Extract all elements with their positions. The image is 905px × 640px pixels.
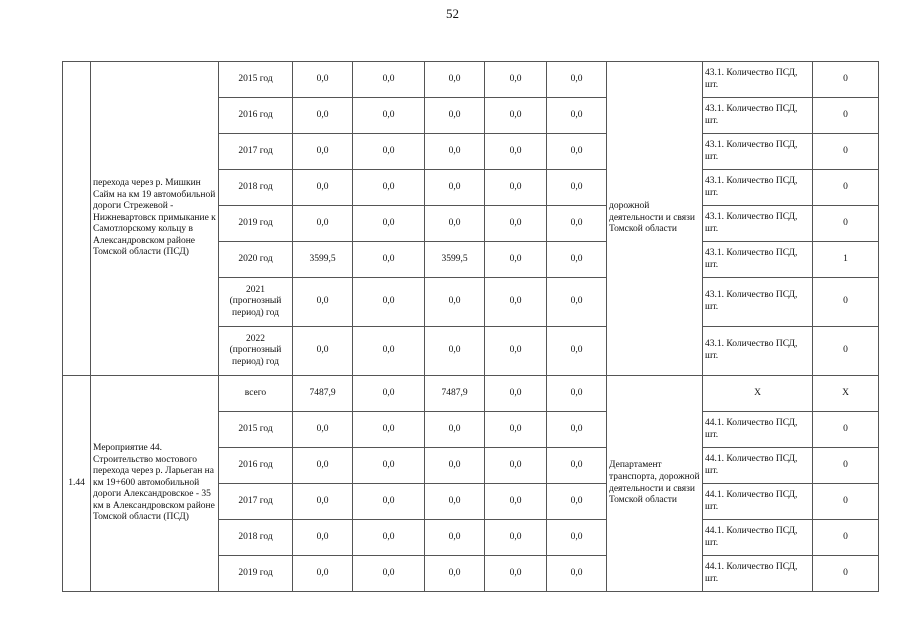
year-cell: 2017 год [219,484,293,520]
indicator-value: 0 [813,556,879,592]
indicator-value: 0 [813,484,879,520]
indicator-cell: 44.1. Количество ПСД, шт. [703,448,813,484]
value-cell: 0,0 [547,448,607,484]
indicator-value: 0 [813,278,879,327]
indicator-cell: Х [703,376,813,412]
year-cell: 2022 (прогнозный период) год [219,327,293,376]
value-cell: 0,0 [293,62,353,98]
value-cell: 0,0 [293,206,353,242]
year-cell: 2015 год [219,62,293,98]
year-cell: 2015 год [219,412,293,448]
year-cell: 2016 год [219,448,293,484]
year-cell: 2020 год [219,242,293,278]
year-cell: 2016 год [219,98,293,134]
table-row [63,376,879,412]
indicator-cell: 43.1. Количество ПСД, шт. [703,62,813,98]
value-cell: 0,0 [425,448,485,484]
value-cell: 0,0 [353,376,425,412]
indicator-cell: 43.1. Количество ПСД, шт. [703,278,813,327]
page-number: 52 [446,6,459,21]
value-cell: 0,0 [425,484,485,520]
indicator-cell: 44.1. Количество ПСД, шт. [703,520,813,556]
value-cell: 0,0 [293,98,353,134]
value-cell: 0,0 [547,412,607,448]
index-cell: 1.44 [63,376,91,592]
indicator-cell: 43.1. Количество ПСД, шт. [703,170,813,206]
value-cell: 0,0 [293,327,353,376]
indicator-value: 0 [813,412,879,448]
value-cell: 0,0 [353,412,425,448]
value-cell: 0,0 [485,170,547,206]
indicator-value: 1 [813,242,879,278]
activity-name: Мероприятие 44. Строительство мостового перехода через р. Ларьеган на км 19+600 автомобильной дороги Александровское - 35 км в Александровском районе Томской области (ПСД) [91,376,219,592]
indicator-value: Х [813,376,879,412]
value-cell: 0,0 [485,242,547,278]
indicator-cell: 44.1. Количество ПСД, шт. [703,484,813,520]
value-cell: 0,0 [547,170,607,206]
indicator-cell: 43.1. Количество ПСД, шт. [703,206,813,242]
executor-cell: дорожной деятельности и связи Томской области [607,62,703,376]
value-cell: 0,0 [485,278,547,327]
indicator-value: 0 [813,327,879,376]
value-cell: 0,0 [485,62,547,98]
value-cell: 0,0 [547,556,607,592]
value-cell: 0,0 [425,170,485,206]
value-cell: 0,0 [353,170,425,206]
value-cell: 0,0 [425,134,485,170]
value-cell: 0,0 [485,327,547,376]
value-cell: 0,0 [353,278,425,327]
value-cell: 0,0 [293,170,353,206]
value-cell: 0,0 [485,484,547,520]
indicator-value: 0 [813,520,879,556]
value-cell: 0,0 [353,98,425,134]
value-cell: 0,0 [425,556,485,592]
indicator-cell: 44.1. Количество ПСД, шт. [703,556,813,592]
year-cell: 2017 год [219,134,293,170]
value-cell: 0,0 [547,484,607,520]
executor-cell: Департамент транспорта, дорожной деятельности и связи Томской области [607,376,703,592]
value-cell: 0,0 [293,412,353,448]
value-cell: 0,0 [353,556,425,592]
value-cell: 0,0 [353,327,425,376]
value-cell: 0,0 [485,448,547,484]
value-cell: 0,0 [547,327,607,376]
program-table [62,61,879,592]
value-cell: 0,0 [485,134,547,170]
value-cell: 0,0 [485,556,547,592]
value-cell: 0,0 [547,206,607,242]
value-cell: 3599,5 [425,242,485,278]
value-cell: 0,0 [485,376,547,412]
value-cell: 0,0 [353,448,425,484]
value-cell: 0,0 [547,278,607,327]
year-cell: всего [219,376,293,412]
value-cell: 0,0 [547,134,607,170]
value-cell: 0,0 [293,484,353,520]
value-cell: 0,0 [353,206,425,242]
value-cell: 7487,9 [425,376,485,412]
indicator-value: 0 [813,206,879,242]
indicator-cell: 43.1. Количество ПСД, шт. [703,242,813,278]
value-cell: 0,0 [425,412,485,448]
value-cell: 0,0 [353,484,425,520]
value-cell: 0,0 [293,556,353,592]
value-cell: 0,0 [547,376,607,412]
value-cell: 0,0 [293,448,353,484]
value-cell: 0,0 [425,206,485,242]
value-cell: 0,0 [547,98,607,134]
indicator-cell: 43.1. Количество ПСД, шт. [703,327,813,376]
value-cell: 0,0 [425,278,485,327]
indicator-value: 0 [813,448,879,484]
value-cell: 0,0 [353,134,425,170]
indicator-cell: 44.1. Количество ПСД, шт. [703,412,813,448]
year-cell: 2019 год [219,556,293,592]
value-cell: 0,0 [547,520,607,556]
value-cell: 7487,9 [293,376,353,412]
value-cell: 0,0 [425,62,485,98]
year-cell: 2018 год [219,170,293,206]
value-cell: 0,0 [485,412,547,448]
value-cell: 0,0 [485,520,547,556]
value-cell: 0,0 [353,242,425,278]
activity-name: перехода через р. Мишкин Сайм на км 19 автомобильной дороги Стрежевой - Нижневартовск примыкание к Самотлорскому кольцу в Александровском районе Томской области (ПСД) [91,62,219,376]
value-cell: 0,0 [425,98,485,134]
indicator-value: 0 [813,62,879,98]
indicator-value: 0 [813,98,879,134]
value-cell: 0,0 [353,62,425,98]
indicator-value: 0 [813,170,879,206]
value-cell: 0,0 [547,242,607,278]
table-row [63,62,879,98]
indicator-cell: 43.1. Количество ПСД, шт. [703,98,813,134]
value-cell: 0,0 [293,520,353,556]
index-cell [63,62,91,376]
value-cell: 0,0 [425,520,485,556]
indicator-value: 0 [813,134,879,170]
value-cell: 0,0 [485,206,547,242]
year-cell: 2018 год [219,520,293,556]
value-cell: 0,0 [547,62,607,98]
value-cell: 0,0 [293,134,353,170]
value-cell: 0,0 [353,520,425,556]
year-cell: 2021 (прогнозный период) год [219,278,293,327]
value-cell: 0,0 [293,278,353,327]
year-cell: 2019 год [219,206,293,242]
value-cell: 3599,5 [293,242,353,278]
value-cell: 0,0 [425,327,485,376]
indicator-cell: 43.1. Количество ПСД, шт. [703,134,813,170]
value-cell: 0,0 [485,98,547,134]
